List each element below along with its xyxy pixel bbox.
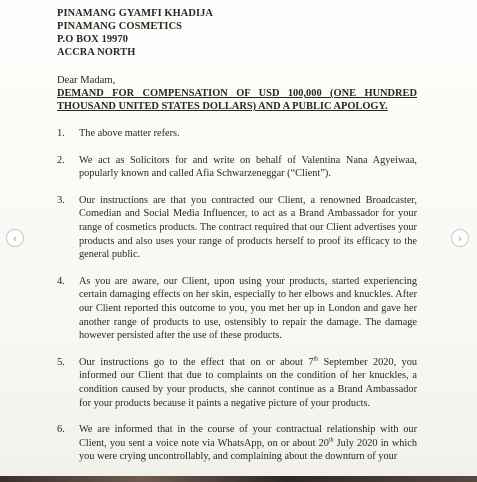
paragraph-4	[57, 275, 417, 343]
paragraph-text	[79, 423, 417, 464]
bottom-edge-strip	[0, 476, 477, 482]
paragraph-number: 3.	[57, 194, 65, 206]
paragraph-text: The above matter refers.	[79, 128, 180, 139]
address-line: ACCRA NORTH	[57, 47, 136, 58]
address-line: PINAMANG GYAMFI KHADIJA	[57, 8, 214, 19]
paragraph-number: 6.	[57, 424, 65, 436]
paragraph-3	[57, 194, 417, 262]
paragraph-text-part: Our instructions go to the effect that on or about 7	[79, 356, 314, 368]
paragraph-6	[57, 423, 417, 464]
demand-letter	[57, 7, 417, 464]
paragraph-text: Our instructions are that you contracted our Client, a renowned Broadcaster, Comedian and Social Media Influencer, to act as a Brand Ambassador for your range of cosmetics products. The contract required that our Client advertises your products and also uses your range of products herself to proof its efficacy to the general public.	[79, 194, 417, 261]
subject-line: THOUSAND UNITED STATES DOLLARS) AND A PUBLIC APOLOGY.	[57, 101, 388, 112]
previous-image-button[interactable]	[6, 229, 24, 247]
next-image-button[interactable]	[451, 229, 469, 247]
paragraph-text	[79, 356, 417, 410]
ordinal-suffix: th	[313, 356, 319, 363]
address-line: PINAMANG COSMETICS	[57, 21, 183, 32]
paragraph-number: 1.	[57, 128, 65, 139]
subject-line: DEMAND FOR COMPENSATION OF USD 100,000 (ONE HUNDRED	[57, 88, 417, 99]
paragraph-text: We act as Solicitors for and write on behalf of Valentina Nana Agyeiwaa, popularly known and called Afia Schwarzeneggar (“Client”).	[79, 154, 417, 180]
ordinal-suffix: th	[328, 437, 334, 444]
paragraph-text: As you are aware, our Client, upon using your products, started experiencing certain damaging effects on her skin, especially to her elbows and knuckles. After our Client reported this outcome to you, you met her up in London and gave her another range of products to use, ostensibly to repair the damage. The damage however persisted after the use of these products.	[79, 275, 417, 342]
paragraph-text-part: We are informed that in the course of your contractual relationship with our Client, you sent a voice note via WhatsApp, on or about 20	[79, 424, 417, 449]
salutation: Dear Madam,	[57, 75, 116, 86]
paragraph-number: 4.	[57, 275, 65, 287]
paragraph-number: 2.	[57, 154, 65, 166]
paragraph-text-part: July 2020 in which you were crying uncontrollably, and complaining about the downturn of your	[79, 437, 418, 463]
chevron-right-icon: ›	[457, 232, 463, 245]
paragraph-5	[57, 356, 417, 410]
paragraph-text-part: September 2020, you informed our Client that due to complaints on the condition of her knuckles, a condition caused by your products, she cannot continue as a Brand Ambassador for your products because it paints a negative picture of your products.	[79, 356, 417, 409]
paragraph-2	[57, 154, 417, 181]
paragraph-number: 5.	[57, 356, 65, 368]
paragraph-1	[57, 127, 417, 141]
chevron-left-icon: ‹	[12, 232, 18, 245]
address-line: P.O BOX 19970	[57, 34, 129, 45]
